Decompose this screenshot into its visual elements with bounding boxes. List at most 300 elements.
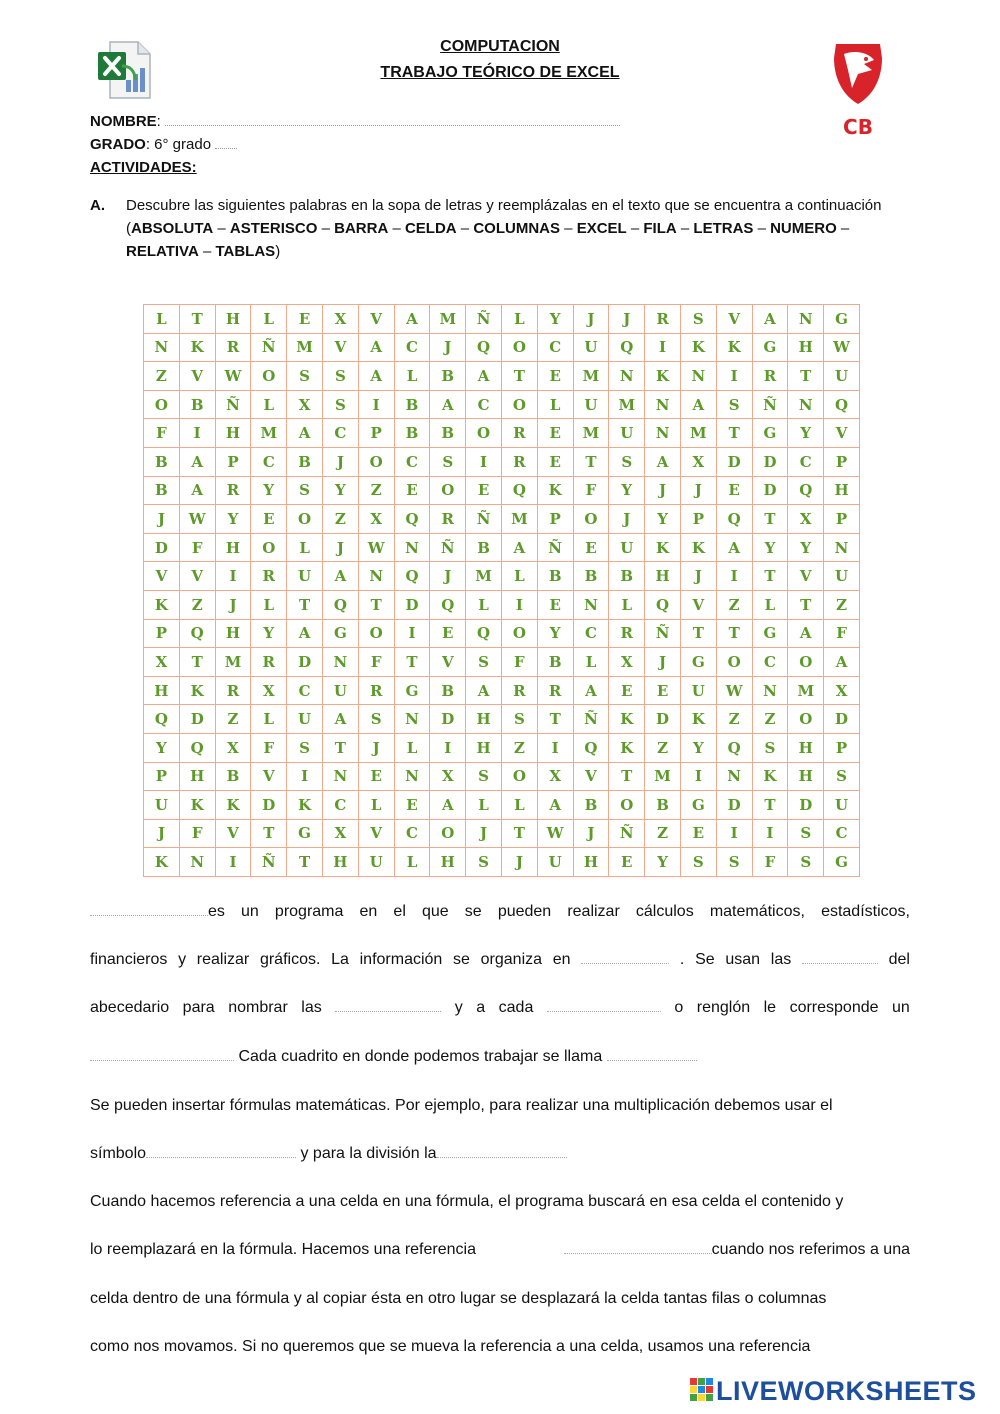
- grid-cell[interactable]: J: [215, 590, 251, 619]
- grid-cell[interactable]: T: [322, 733, 358, 762]
- grid-cell[interactable]: O: [501, 762, 537, 791]
- grid-cell[interactable]: Y: [215, 505, 251, 534]
- grid-cell[interactable]: O: [358, 447, 394, 476]
- answer-blank[interactable]: [90, 903, 208, 916]
- grid-cell[interactable]: S: [609, 447, 645, 476]
- grid-cell[interactable]: Ñ: [251, 333, 287, 362]
- grid-cell[interactable]: X: [680, 447, 716, 476]
- grid-cell[interactable]: Y: [788, 533, 824, 562]
- grid-cell[interactable]: I: [287, 762, 323, 791]
- grid-cell[interactable]: H: [215, 305, 251, 334]
- grid-cell[interactable]: F: [144, 419, 180, 448]
- grid-cell[interactable]: I: [716, 562, 752, 591]
- grid-cell[interactable]: J: [144, 505, 180, 534]
- grid-cell[interactable]: U: [322, 676, 358, 705]
- grid-cell[interactable]: O: [251, 533, 287, 562]
- grid-cell[interactable]: D: [788, 791, 824, 820]
- grid-cell[interactable]: I: [215, 848, 251, 877]
- grid-cell[interactable]: Ñ: [752, 390, 788, 419]
- nombre-blank[interactable]: [165, 113, 620, 126]
- grid-cell[interactable]: R: [430, 505, 466, 534]
- grid-cell[interactable]: A: [752, 305, 788, 334]
- grid-cell[interactable]: A: [179, 476, 215, 505]
- grid-cell[interactable]: U: [358, 848, 394, 877]
- grid-cell[interactable]: B: [215, 762, 251, 791]
- grid-cell[interactable]: I: [645, 333, 681, 362]
- grid-cell[interactable]: J: [680, 476, 716, 505]
- grid-cell[interactable]: M: [215, 648, 251, 677]
- grid-cell[interactable]: O: [501, 619, 537, 648]
- grid-cell[interactable]: X: [322, 819, 358, 848]
- grid-cell[interactable]: L: [466, 791, 502, 820]
- grid-cell[interactable]: O: [788, 705, 824, 734]
- grid-cell[interactable]: A: [716, 533, 752, 562]
- grid-cell[interactable]: K: [144, 590, 180, 619]
- grid-cell[interactable]: V: [358, 819, 394, 848]
- grid-cell[interactable]: H: [466, 733, 502, 762]
- grid-cell[interactable]: I: [179, 419, 215, 448]
- grid-cell[interactable]: A: [430, 390, 466, 419]
- grid-cell[interactable]: V: [215, 819, 251, 848]
- grid-cell[interactable]: O: [573, 505, 609, 534]
- grid-cell[interactable]: I: [394, 619, 430, 648]
- grid-cell[interactable]: O: [251, 362, 287, 391]
- grid-cell[interactable]: Y: [680, 733, 716, 762]
- grid-cell[interactable]: X: [609, 648, 645, 677]
- grid-cell[interactable]: E: [537, 362, 573, 391]
- grid-cell[interactable]: K: [144, 848, 180, 877]
- grid-cell[interactable]: Y: [144, 733, 180, 762]
- grid-cell[interactable]: Y: [645, 848, 681, 877]
- grid-cell[interactable]: Q: [609, 333, 645, 362]
- grid-cell[interactable]: J: [609, 305, 645, 334]
- answer-blank[interactable]: [607, 1048, 697, 1061]
- grid-cell[interactable]: F: [179, 533, 215, 562]
- grid-cell[interactable]: Q: [322, 590, 358, 619]
- grid-cell[interactable]: I: [466, 447, 502, 476]
- grid-cell[interactable]: B: [573, 562, 609, 591]
- grid-cell[interactable]: O: [430, 476, 466, 505]
- grid-cell[interactable]: K: [179, 333, 215, 362]
- grid-cell[interactable]: S: [788, 848, 824, 877]
- grid-cell[interactable]: E: [394, 476, 430, 505]
- grid-cell[interactable]: O: [358, 619, 394, 648]
- grid-cell[interactable]: Q: [466, 333, 502, 362]
- grid-cell[interactable]: S: [466, 648, 502, 677]
- grid-cell[interactable]: A: [358, 333, 394, 362]
- grid-cell[interactable]: Y: [251, 619, 287, 648]
- grid-cell[interactable]: E: [251, 505, 287, 534]
- grid-cell[interactable]: S: [824, 762, 860, 791]
- grid-cell[interactable]: X: [537, 762, 573, 791]
- grid-cell[interactable]: N: [788, 390, 824, 419]
- grid-cell[interactable]: O: [501, 333, 537, 362]
- grid-cell[interactable]: Ñ: [609, 819, 645, 848]
- grid-cell[interactable]: D: [179, 705, 215, 734]
- grid-cell[interactable]: A: [322, 562, 358, 591]
- grid-cell[interactable]: K: [609, 733, 645, 762]
- grid-cell[interactable]: Y: [609, 476, 645, 505]
- grid-cell[interactable]: B: [430, 362, 466, 391]
- grid-cell[interactable]: C: [788, 447, 824, 476]
- grid-cell[interactable]: K: [752, 762, 788, 791]
- grid-cell[interactable]: L: [394, 848, 430, 877]
- grid-cell[interactable]: U: [287, 705, 323, 734]
- grid-cell[interactable]: J: [358, 733, 394, 762]
- grid-cell[interactable]: I: [358, 390, 394, 419]
- grid-cell[interactable]: Q: [394, 505, 430, 534]
- grid-cell[interactable]: L: [251, 390, 287, 419]
- grid-cell[interactable]: G: [752, 333, 788, 362]
- grid-cell[interactable]: R: [752, 362, 788, 391]
- grid-cell[interactable]: R: [537, 676, 573, 705]
- grid-cell[interactable]: N: [788, 305, 824, 334]
- grid-cell[interactable]: K: [609, 705, 645, 734]
- grid-cell[interactable]: D: [251, 791, 287, 820]
- grid-cell[interactable]: H: [788, 762, 824, 791]
- grid-cell[interactable]: A: [501, 533, 537, 562]
- grid-cell[interactable]: M: [573, 362, 609, 391]
- grid-cell[interactable]: I: [680, 762, 716, 791]
- grid-cell[interactable]: U: [609, 533, 645, 562]
- grid-cell[interactable]: C: [251, 447, 287, 476]
- grid-cell[interactable]: Ñ: [215, 390, 251, 419]
- grid-cell[interactable]: H: [215, 619, 251, 648]
- grid-cell[interactable]: F: [179, 819, 215, 848]
- grid-cell[interactable]: B: [287, 447, 323, 476]
- grid-cell[interactable]: G: [824, 848, 860, 877]
- grid-cell[interactable]: W: [358, 533, 394, 562]
- grid-cell[interactable]: E: [609, 848, 645, 877]
- grid-cell[interactable]: N: [609, 362, 645, 391]
- grid-cell[interactable]: Z: [179, 590, 215, 619]
- grid-cell[interactable]: G: [680, 648, 716, 677]
- grid-cell[interactable]: E: [537, 590, 573, 619]
- grid-cell[interactable]: N: [358, 562, 394, 591]
- grid-cell[interactable]: H: [788, 333, 824, 362]
- grid-cell[interactable]: E: [287, 305, 323, 334]
- grid-cell[interactable]: H: [466, 705, 502, 734]
- grid-cell[interactable]: W: [716, 676, 752, 705]
- grid-cell[interactable]: Z: [501, 733, 537, 762]
- grid-cell[interactable]: D: [430, 705, 466, 734]
- grid-cell[interactable]: D: [716, 447, 752, 476]
- grid-cell[interactable]: Z: [716, 590, 752, 619]
- grid-cell[interactable]: T: [788, 590, 824, 619]
- grid-cell[interactable]: E: [573, 533, 609, 562]
- grid-cell[interactable]: R: [358, 676, 394, 705]
- grid-cell[interactable]: A: [680, 390, 716, 419]
- grid-cell[interactable]: K: [680, 705, 716, 734]
- grid-cell[interactable]: C: [466, 390, 502, 419]
- grid-cell[interactable]: S: [788, 819, 824, 848]
- grid-cell[interactable]: A: [358, 362, 394, 391]
- grid-cell[interactable]: N: [322, 648, 358, 677]
- grid-cell[interactable]: R: [251, 648, 287, 677]
- grid-cell[interactable]: R: [501, 419, 537, 448]
- grid-cell[interactable]: Z: [716, 705, 752, 734]
- grid-cell[interactable]: X: [824, 676, 860, 705]
- grid-cell[interactable]: E: [537, 419, 573, 448]
- grid-cell[interactable]: I: [215, 562, 251, 591]
- grid-cell[interactable]: V: [430, 648, 466, 677]
- grid-cell[interactable]: Q: [179, 733, 215, 762]
- grid-cell[interactable]: N: [680, 362, 716, 391]
- grid-cell[interactable]: Q: [179, 619, 215, 648]
- grid-cell[interactable]: M: [573, 419, 609, 448]
- grid-cell[interactable]: U: [680, 676, 716, 705]
- grid-cell[interactable]: L: [466, 590, 502, 619]
- answer-blank[interactable]: [437, 1145, 567, 1158]
- grid-cell[interactable]: D: [144, 533, 180, 562]
- grid-cell[interactable]: P: [680, 505, 716, 534]
- grid-cell[interactable]: E: [358, 762, 394, 791]
- grid-cell[interactable]: A: [394, 305, 430, 334]
- grid-cell[interactable]: J: [645, 476, 681, 505]
- grid-cell[interactable]: L: [501, 305, 537, 334]
- grid-cell[interactable]: O: [501, 390, 537, 419]
- grid-cell[interactable]: C: [322, 419, 358, 448]
- grid-cell[interactable]: P: [144, 619, 180, 648]
- grid-cell[interactable]: F: [251, 733, 287, 762]
- grid-cell[interactable]: Y: [645, 505, 681, 534]
- grid-cell[interactable]: C: [537, 333, 573, 362]
- grid-cell[interactable]: T: [752, 505, 788, 534]
- grid-cell[interactable]: E: [430, 619, 466, 648]
- grid-cell[interactable]: I: [537, 733, 573, 762]
- grid-cell[interactable]: B: [179, 390, 215, 419]
- grid-cell[interactable]: K: [179, 676, 215, 705]
- grid-cell[interactable]: R: [215, 476, 251, 505]
- grid-cell[interactable]: N: [645, 390, 681, 419]
- grid-cell[interactable]: L: [537, 390, 573, 419]
- grid-cell[interactable]: K: [537, 476, 573, 505]
- grid-cell[interactable]: T: [680, 619, 716, 648]
- grid-cell[interactable]: B: [394, 419, 430, 448]
- grid-cell[interactable]: F: [752, 848, 788, 877]
- grid-cell[interactable]: C: [824, 819, 860, 848]
- grid-cell[interactable]: L: [251, 705, 287, 734]
- grid-cell[interactable]: A: [179, 447, 215, 476]
- grid-cell[interactable]: K: [645, 533, 681, 562]
- grid-cell[interactable]: Ñ: [573, 705, 609, 734]
- grid-cell[interactable]: Ñ: [537, 533, 573, 562]
- grid-cell[interactable]: A: [824, 648, 860, 677]
- grid-cell[interactable]: C: [394, 447, 430, 476]
- grid-cell[interactable]: Y: [537, 305, 573, 334]
- grid-cell[interactable]: F: [358, 648, 394, 677]
- grid-cell[interactable]: X: [430, 762, 466, 791]
- grid-cell[interactable]: B: [645, 791, 681, 820]
- grid-cell[interactable]: N: [716, 762, 752, 791]
- grid-cell[interactable]: X: [322, 305, 358, 334]
- grid-cell[interactable]: C: [322, 791, 358, 820]
- grid-cell[interactable]: D: [824, 705, 860, 734]
- grid-cell[interactable]: Y: [788, 419, 824, 448]
- grid-cell[interactable]: M: [645, 762, 681, 791]
- grid-cell[interactable]: P: [824, 505, 860, 534]
- grid-cell[interactable]: T: [537, 705, 573, 734]
- grid-cell[interactable]: A: [430, 791, 466, 820]
- grid-cell[interactable]: R: [609, 619, 645, 648]
- grid-cell[interactable]: T: [287, 848, 323, 877]
- grid-cell[interactable]: J: [430, 333, 466, 362]
- grid-cell[interactable]: A: [466, 362, 502, 391]
- grid-cell[interactable]: T: [609, 762, 645, 791]
- grid-cell[interactable]: I: [501, 590, 537, 619]
- grid-cell[interactable]: H: [824, 476, 860, 505]
- grid-cell[interactable]: A: [287, 419, 323, 448]
- grid-cell[interactable]: E: [716, 476, 752, 505]
- grid-cell[interactable]: N: [394, 705, 430, 734]
- grid-cell[interactable]: Q: [394, 562, 430, 591]
- grid-cell[interactable]: J: [466, 819, 502, 848]
- grid-cell[interactable]: Z: [322, 505, 358, 534]
- grid-cell[interactable]: B: [466, 533, 502, 562]
- grid-cell[interactable]: L: [287, 533, 323, 562]
- grid-cell[interactable]: Y: [752, 533, 788, 562]
- answer-blank[interactable]: [564, 1241, 712, 1254]
- grid-cell[interactable]: P: [824, 733, 860, 762]
- grid-cell[interactable]: T: [179, 648, 215, 677]
- grid-cell[interactable]: S: [430, 447, 466, 476]
- grid-cell[interactable]: E: [680, 819, 716, 848]
- grid-cell[interactable]: B: [144, 476, 180, 505]
- grid-cell[interactable]: K: [179, 791, 215, 820]
- grid-cell[interactable]: Z: [824, 590, 860, 619]
- answer-blank[interactable]: [581, 951, 669, 964]
- grid-cell[interactable]: N: [179, 848, 215, 877]
- grid-cell[interactable]: O: [287, 505, 323, 534]
- grid-cell[interactable]: N: [322, 762, 358, 791]
- grid-cell[interactable]: K: [680, 533, 716, 562]
- answer-blank[interactable]: [90, 1048, 234, 1061]
- grid-cell[interactable]: U: [144, 791, 180, 820]
- grid-cell[interactable]: S: [322, 362, 358, 391]
- grid-cell[interactable]: A: [466, 676, 502, 705]
- grid-cell[interactable]: Z: [215, 705, 251, 734]
- grid-cell[interactable]: H: [179, 762, 215, 791]
- grid-cell[interactable]: H: [573, 848, 609, 877]
- grid-cell[interactable]: V: [573, 762, 609, 791]
- grid-cell[interactable]: J: [144, 819, 180, 848]
- grid-cell[interactable]: J: [322, 447, 358, 476]
- grid-cell[interactable]: G: [322, 619, 358, 648]
- grid-cell[interactable]: J: [430, 562, 466, 591]
- grid-cell[interactable]: K: [716, 333, 752, 362]
- grid-cell[interactable]: U: [824, 362, 860, 391]
- grid-cell[interactable]: T: [752, 562, 788, 591]
- grid-cell[interactable]: Ñ: [251, 848, 287, 877]
- grid-cell[interactable]: H: [645, 562, 681, 591]
- grid-cell[interactable]: S: [716, 848, 752, 877]
- grid-cell[interactable]: H: [215, 533, 251, 562]
- grid-cell[interactable]: L: [251, 305, 287, 334]
- grid-cell[interactable]: H: [430, 848, 466, 877]
- grid-cell[interactable]: Y: [251, 476, 287, 505]
- grid-cell[interactable]: Z: [358, 476, 394, 505]
- grid-cell[interactable]: G: [824, 305, 860, 334]
- grid-cell[interactable]: Q: [824, 390, 860, 419]
- grid-cell[interactable]: E: [609, 676, 645, 705]
- grid-cell[interactable]: D: [645, 705, 681, 734]
- grid-cell[interactable]: U: [287, 562, 323, 591]
- grid-cell[interactable]: O: [466, 419, 502, 448]
- grid-cell[interactable]: U: [573, 390, 609, 419]
- grid-cell[interactable]: L: [573, 648, 609, 677]
- grid-cell[interactable]: L: [394, 733, 430, 762]
- grid-cell[interactable]: C: [752, 648, 788, 677]
- grid-cell[interactable]: T: [358, 590, 394, 619]
- grid-cell[interactable]: O: [716, 648, 752, 677]
- grid-cell[interactable]: H: [322, 848, 358, 877]
- grid-cell[interactable]: R: [501, 447, 537, 476]
- grid-cell[interactable]: S: [466, 762, 502, 791]
- grid-cell[interactable]: T: [716, 419, 752, 448]
- grid-cell[interactable]: T: [716, 619, 752, 648]
- grid-cell[interactable]: S: [322, 390, 358, 419]
- grid-cell[interactable]: H: [215, 419, 251, 448]
- grid-cell[interactable]: S: [716, 390, 752, 419]
- grid-cell[interactable]: G: [394, 676, 430, 705]
- grid-cell[interactable]: U: [573, 333, 609, 362]
- grid-cell[interactable]: S: [287, 476, 323, 505]
- grid-cell[interactable]: M: [609, 390, 645, 419]
- grid-cell[interactable]: Z: [645, 819, 681, 848]
- grid-cell[interactable]: G: [752, 619, 788, 648]
- grid-cell[interactable]: Ñ: [466, 305, 502, 334]
- grid-cell[interactable]: R: [215, 333, 251, 362]
- answer-blank[interactable]: [335, 999, 441, 1012]
- grid-cell[interactable]: B: [430, 676, 466, 705]
- grid-cell[interactable]: J: [573, 305, 609, 334]
- grid-cell[interactable]: B: [609, 562, 645, 591]
- grid-cell[interactable]: T: [752, 791, 788, 820]
- grid-cell[interactable]: C: [287, 676, 323, 705]
- grid-cell[interactable]: K: [215, 791, 251, 820]
- grid-cell[interactable]: L: [251, 590, 287, 619]
- grid-cell[interactable]: N: [394, 762, 430, 791]
- grid-cell[interactable]: Y: [322, 476, 358, 505]
- grid-cell[interactable]: O: [144, 390, 180, 419]
- grid-cell[interactable]: D: [752, 447, 788, 476]
- grid-cell[interactable]: S: [358, 705, 394, 734]
- grid-cell[interactable]: V: [358, 305, 394, 334]
- grid-cell[interactable]: K: [645, 362, 681, 391]
- grid-cell[interactable]: Z: [144, 362, 180, 391]
- grid-cell[interactable]: Ñ: [430, 533, 466, 562]
- grid-cell[interactable]: D: [287, 648, 323, 677]
- grid-cell[interactable]: X: [251, 676, 287, 705]
- grid-cell[interactable]: Q: [645, 590, 681, 619]
- grid-cell[interactable]: L: [394, 362, 430, 391]
- grid-cell[interactable]: S: [752, 733, 788, 762]
- grid-cell[interactable]: Ñ: [466, 505, 502, 534]
- grid-cell[interactable]: X: [358, 505, 394, 534]
- grid-cell[interactable]: V: [179, 362, 215, 391]
- grid-cell[interactable]: W: [824, 333, 860, 362]
- grid-cell[interactable]: W: [179, 505, 215, 534]
- grid-cell[interactable]: O: [430, 819, 466, 848]
- grid-cell[interactable]: T: [287, 590, 323, 619]
- grid-cell[interactable]: A: [537, 791, 573, 820]
- grid-cell[interactable]: B: [430, 419, 466, 448]
- grid-cell[interactable]: M: [430, 305, 466, 334]
- grid-cell[interactable]: G: [752, 419, 788, 448]
- grid-cell[interactable]: B: [144, 447, 180, 476]
- grid-cell[interactable]: F: [501, 648, 537, 677]
- word-search-grid[interactable]: [143, 304, 860, 877]
